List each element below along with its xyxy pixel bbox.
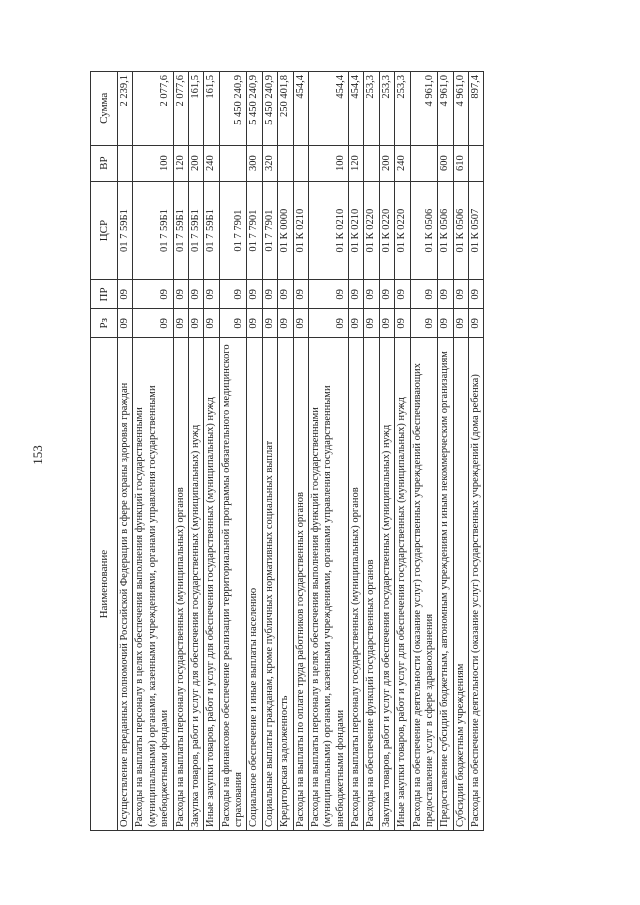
- cell-csr: 01 7 59Б1: [118, 181, 133, 280]
- rotated-page: [90, 71, 612, 831]
- table-row: [469, 72, 484, 831]
- cell-sum: 253,3: [364, 72, 379, 146]
- cell-vr: [219, 145, 247, 181]
- cell-pr: 09: [133, 280, 173, 309]
- cell-csr: 01 К 0220: [379, 181, 394, 280]
- table-row: [349, 72, 364, 831]
- cell-pr: 09: [349, 280, 364, 309]
- table-row: [204, 72, 219, 831]
- header-pr: ПР: [91, 280, 118, 309]
- cell-csr: 01 7 59Б1: [188, 181, 203, 280]
- cell-sum: 454,4: [293, 72, 308, 146]
- cell-vr: 320: [262, 145, 277, 181]
- cell-rz: 09: [204, 309, 219, 338]
- cell-pr: 09: [379, 280, 394, 309]
- cell-pr: 09: [293, 280, 308, 309]
- cell-rz: 09: [308, 309, 348, 338]
- table-row: [262, 72, 277, 831]
- cell-rz: 09: [173, 309, 188, 338]
- cell-sum: 4 961,0: [438, 72, 453, 146]
- cell-pr: 09: [118, 280, 133, 309]
- cell-sum: 2 239,1: [118, 72, 133, 146]
- cell-name: Субсидии бюджетным учреждениям: [453, 338, 468, 831]
- cell-name: Расходы на выплаты персоналу государственных (муниципальных) органов: [349, 338, 364, 831]
- cell-pr: 09: [438, 280, 453, 309]
- cell-name: Расходы на обеспечение функций государственных органов: [364, 338, 379, 831]
- cell-vr: 610: [453, 145, 468, 181]
- cell-rz: 09: [118, 309, 133, 338]
- header-sum: Сумма: [91, 72, 118, 146]
- cell-sum: 253,3: [379, 72, 394, 146]
- cell-sum: 2 077,6: [133, 72, 173, 146]
- cell-sum: 161,5: [204, 72, 219, 146]
- table-row: [438, 72, 453, 831]
- table-row: [453, 72, 468, 831]
- cell-sum: 5 450 240,9: [247, 72, 262, 146]
- cell-csr: 01 К 0507: [469, 181, 484, 280]
- cell-vr: 100: [133, 145, 173, 181]
- cell-rz: 09: [469, 309, 484, 338]
- cell-csr: 01 К 0220: [364, 181, 379, 280]
- cell-rz: 09: [278, 309, 293, 338]
- cell-name: Осуществление переданных полномочий Российской Федерации в сфере охраны здоровья граждан: [118, 338, 133, 831]
- cell-pr: 09: [262, 280, 277, 309]
- cell-name: Иные закупки товаров, работ и услуг для обеспечения государственных (муниципальных) нужд: [395, 338, 410, 831]
- cell-vr: 200: [188, 145, 203, 181]
- table-row: [308, 72, 348, 831]
- cell-vr: [469, 145, 484, 181]
- cell-pr: 09: [219, 280, 247, 309]
- header-name: Наименование: [91, 338, 118, 831]
- cell-name: Социальное обеспечение и иные выплаты населению: [247, 338, 262, 831]
- cell-csr: 01 К 0000: [278, 181, 293, 280]
- table-row: [364, 72, 379, 831]
- cell-csr: 01 К 0506: [453, 181, 468, 280]
- cell-csr: 01 К 0210: [308, 181, 348, 280]
- cell-vr: 100: [308, 145, 348, 181]
- cell-sum: 4 961,0: [453, 72, 468, 146]
- cell-rz: 09: [188, 309, 203, 338]
- cell-name: Расходы на обеспечение деятельности (оказание услуг) государственных учреждений обеспечивающих предоставление услуг в сфере здравоохранения: [410, 338, 438, 831]
- cell-csr: 01 К 0220: [395, 181, 410, 280]
- cell-csr: 01 К 0210: [349, 181, 364, 280]
- table-row: [379, 72, 394, 831]
- cell-name: Расходы на выплаты персоналу в целях обеспечения выполнения функций государственными (муниципальными) органами, казенными учреждениями, органами управления государственными внебюджетными фондами: [308, 338, 348, 831]
- cell-name: Иные закупки товаров, работ и услуг для обеспечения государственных (муниципальных) нужд: [204, 338, 219, 831]
- table-row: [188, 72, 203, 831]
- cell-name: Социальные выплаты гражданам, кроме публичных нормативных социальных выплат: [262, 338, 277, 831]
- cell-sum: 454,4: [308, 72, 348, 146]
- cell-name: Расходы на выплаты персоналу государственных (муниципальных) органов: [173, 338, 188, 831]
- table-row: [173, 72, 188, 831]
- cell-vr: 240: [395, 145, 410, 181]
- table-row: [293, 72, 308, 831]
- cell-rz: 09: [410, 309, 438, 338]
- cell-vr: 200: [379, 145, 394, 181]
- cell-vr: [293, 145, 308, 181]
- cell-rz: 09: [379, 309, 394, 338]
- cell-rz: 09: [349, 309, 364, 338]
- cell-sum: 5 450 240,9: [219, 72, 247, 146]
- table-row: [133, 72, 173, 831]
- cell-vr: 600: [438, 145, 453, 181]
- cell-rz: 09: [364, 309, 379, 338]
- header-vr: ВР: [91, 145, 118, 181]
- cell-pr: 09: [308, 280, 348, 309]
- table-row: [219, 72, 247, 831]
- cell-sum: 4 961,0: [410, 72, 438, 146]
- cell-rz: 09: [453, 309, 468, 338]
- cell-rz: 09: [133, 309, 173, 338]
- header-rz: Рз: [91, 309, 118, 338]
- cell-vr: 300: [247, 145, 262, 181]
- cell-rz: 09: [395, 309, 410, 338]
- cell-rz: 09: [438, 309, 453, 338]
- cell-name: Кредиторская задолженность: [278, 338, 293, 831]
- cell-sum: 2 077,6: [173, 72, 188, 146]
- cell-vr: 240: [204, 145, 219, 181]
- cell-pr: 09: [410, 280, 438, 309]
- cell-vr: [118, 145, 133, 181]
- page-number: 153: [30, 445, 45, 465]
- cell-csr: 01 7 7901: [219, 181, 247, 280]
- cell-csr: 01 К 0506: [438, 181, 453, 280]
- cell-pr: 09: [364, 280, 379, 309]
- cell-pr: 09: [469, 280, 484, 309]
- table-row: [247, 72, 262, 831]
- cell-name: Расходы на финансовое обеспечение реализации территориальной программы обязательного медицинского страхования: [219, 338, 247, 831]
- cell-sum: 253,3: [395, 72, 410, 146]
- cell-rz: 09: [262, 309, 277, 338]
- cell-name: Расходы на выплаты персоналу в целях обеспечения выполнения функций государственными (муниципальными) органами, казенными учреждениями, органами управления государственными внебюджетными фондами: [133, 338, 173, 831]
- cell-pr: 09: [395, 280, 410, 309]
- cell-rz: 09: [247, 309, 262, 338]
- cell-vr: [278, 145, 293, 181]
- cell-sum: 161,5: [188, 72, 203, 146]
- cell-vr: [364, 145, 379, 181]
- cell-csr: 01 К 0210: [293, 181, 308, 280]
- cell-sum: 897,4: [469, 72, 484, 146]
- cell-pr: 09: [204, 280, 219, 309]
- cell-vr: 120: [173, 145, 188, 181]
- cell-csr: 01 7 7901: [247, 181, 262, 280]
- cell-name: Расходы на обеспечение деятельности (оказание услуг) государственных учреждений (дома ребенка): [469, 338, 484, 831]
- header-csr: ЦСР: [91, 181, 118, 280]
- cell-name: Предоставление субсидий бюджетным, автономным учреждениям и иным некоммерческим организациям: [438, 338, 453, 831]
- cell-rz: 09: [219, 309, 247, 338]
- table-row: [395, 72, 410, 831]
- cell-name: Расходы на выплаты по оплате труда работников государственных органов: [293, 338, 308, 831]
- cell-pr: 09: [453, 280, 468, 309]
- budget-table: [90, 71, 484, 831]
- cell-pr: 09: [173, 280, 188, 309]
- cell-sum: 5 450 240,9: [262, 72, 277, 146]
- cell-csr: 01 7 59Б1: [173, 181, 188, 280]
- cell-vr: [410, 145, 438, 181]
- header-row: [91, 72, 118, 831]
- cell-name: Закупка товаров, работ и услуг для обеспечения государственных (муниципальных) нужд: [188, 338, 203, 831]
- cell-pr: 09: [188, 280, 203, 309]
- cell-sum: 454,4: [349, 72, 364, 146]
- cell-csr: 01 7 7901: [262, 181, 277, 280]
- cell-name: Закупка товаров, работ и услуг для обеспечения государственных (муниципальных) нужд: [379, 338, 394, 831]
- cell-csr: 01 К 0506: [410, 181, 438, 280]
- cell-csr: 01 7 59Б1: [204, 181, 219, 280]
- cell-pr: 09: [247, 280, 262, 309]
- table-row: [410, 72, 438, 831]
- table-row: [118, 72, 133, 831]
- cell-sum: 250 401,8: [278, 72, 293, 146]
- table-row: [278, 72, 293, 831]
- cell-rz: 09: [293, 309, 308, 338]
- cell-csr: 01 7 59Б1: [133, 181, 173, 280]
- cell-pr: 09: [278, 280, 293, 309]
- cell-vr: 120: [349, 145, 364, 181]
